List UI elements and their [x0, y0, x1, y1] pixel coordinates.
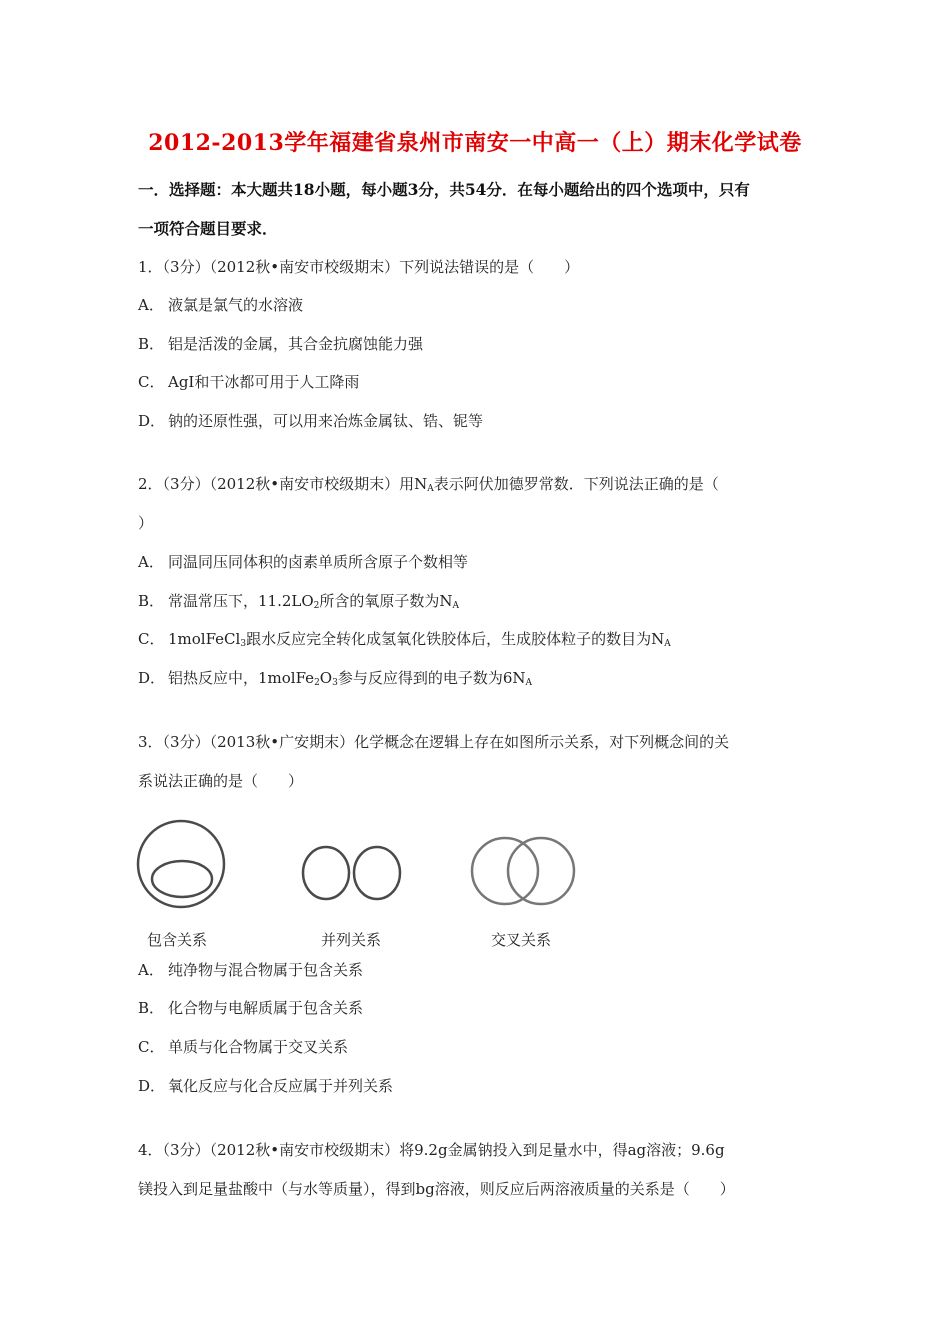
option-label: C．	[138, 373, 165, 391]
option-label: A．	[138, 296, 164, 314]
option-text: AgI和干冰都可用于人工降雨	[168, 373, 360, 391]
page-title: 2012-2013学年福建省泉州市南安一中高一（上）期末化学试卷	[148, 130, 802, 156]
option-text: 钠的还原性强，可以用来冶炼金属钛、锆、铌等	[168, 412, 484, 430]
intersection-left-circle	[472, 838, 538, 904]
q1-stem: 1．（3分）（2012秋•南安市校级期末）下列说法错误的是（ ）	[138, 258, 580, 276]
option-text: 纯净物与混合物属于包含关系	[168, 961, 364, 979]
subscript: A	[664, 639, 671, 649]
subscript: 3	[240, 639, 247, 649]
option-label: A．	[138, 553, 164, 571]
q3-stem-line2: 系说法正确的是（ ）	[138, 772, 304, 790]
parallel-right-circle	[354, 847, 400, 899]
q3-option-d	[138, 1075, 393, 1096]
option-text: 液氯是氯气的水溶液	[168, 296, 304, 314]
q1-option-b	[138, 333, 423, 354]
q2-option-c	[138, 628, 671, 649]
option-label: C．	[138, 630, 165, 648]
q1-option-c	[138, 371, 359, 392]
option-text: 单质与化合物属于交叉关系	[168, 1038, 349, 1056]
option-text: 跟水反应完全转化成氢氧化铁胶体后，生成胶体粒子的数目为N	[246, 630, 665, 648]
subscript: 3	[332, 678, 338, 688]
q3-option-c	[138, 1036, 348, 1057]
section-heading-line1: 一．选择题：本大题共18小题，每小题3分，共54分．在每小题给出的四个选项中，只有	[138, 180, 750, 199]
q1-option-d	[138, 410, 483, 431]
containment-inner-ellipse	[152, 861, 212, 897]
q3-option-b	[138, 997, 363, 1018]
option-text: 1molFeCl	[168, 630, 241, 648]
q3-option-a	[138, 959, 363, 980]
venn-label-containment: 包含关系	[147, 931, 208, 949]
option-text: 铝热反应中，1molFe	[168, 669, 315, 687]
subscript: 2	[313, 601, 320, 611]
option-text: 常温常压下，11.2LO	[168, 592, 314, 610]
option-text: 参与反应得到的电子数为6N	[337, 669, 526, 687]
subscript: A	[452, 601, 460, 611]
q2-stem-line1	[138, 473, 719, 494]
option-label: A．	[138, 961, 164, 979]
option-text: 氧化反应与化合反应属于并列关系	[168, 1077, 394, 1095]
section-heading-line2: 一项符合题目要求．	[138, 219, 278, 238]
option-label: D．	[138, 669, 166, 687]
q2-stem-line2: ）	[138, 514, 154, 532]
venn-diagram	[130, 808, 590, 918]
option-label: B．	[138, 335, 165, 353]
option-text: 化合物与电解质属于包含关系	[168, 999, 364, 1017]
stem-text: N	[414, 475, 428, 493]
option-text: 同温同压同体积的卤素单质所含原子个数相等	[168, 553, 469, 571]
parallel-left-circle	[303, 847, 349, 899]
subscript: A	[525, 678, 533, 688]
option-label: D．	[138, 412, 166, 430]
option-label: B．	[138, 999, 165, 1017]
venn-label-intersection: 交叉关系	[491, 931, 552, 949]
q4-stem-line2: 镁投入到足量盐酸中（与水等质量），得到bg溶液，则反应后两溶液质量的关系是（ ）	[138, 1180, 735, 1198]
stem-text: 2．（3分）（2012秋•南安市校级期末）用	[138, 475, 415, 493]
intersection-right-circle	[508, 838, 574, 904]
q2-option-a	[138, 551, 468, 572]
option-label: D．	[138, 1077, 166, 1095]
option-label: C．	[138, 1038, 165, 1056]
subscript: 2	[314, 678, 320, 688]
venn-label-parallel: 并列关系	[321, 931, 382, 949]
option-text: O	[319, 669, 333, 687]
q1-option-a	[138, 294, 303, 315]
q2-option-b	[138, 590, 459, 611]
q3-stem-line1: 3．（3分）（2013秋•广安期末）化学概念在逻辑上存在如图所示关系，对下列概念间的关	[138, 733, 730, 751]
containment-outer-circle	[138, 821, 224, 907]
option-text: 所含的氧原子数为N	[319, 592, 453, 610]
option-text: 铝是活泼的金属，其合金抗腐蚀能力强	[168, 335, 424, 353]
q4-stem-line1: 4．（3分）（2012秋•南安市校级期末）将9.2g金属钠投入到足量水中，得ag溶液；9.6g	[138, 1141, 725, 1159]
option-label: B．	[138, 592, 165, 610]
subscript: A	[427, 484, 434, 494]
stem-text: 表示阿伏加德罗常数．下列说法正确的是（	[433, 475, 719, 493]
q2-option-d	[138, 667, 532, 688]
